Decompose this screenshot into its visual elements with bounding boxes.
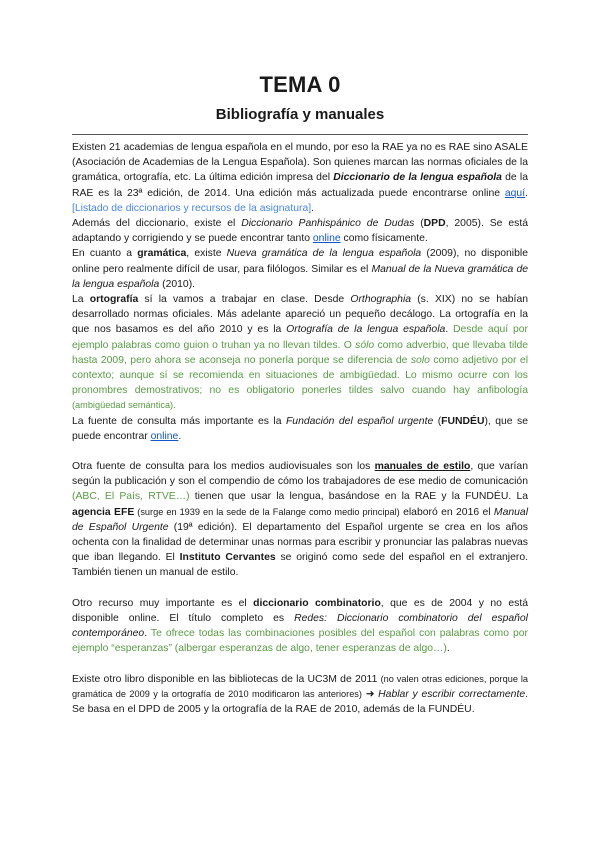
paragraph-gramatica: En cuanto a gramática, existe Nueva gramática de la lengua española (2009), no disponible online pero realmente difícil de usar, para filólogos. Similar es el Manual de la Nueva gramática de la lengua española (2010). (72, 248, 528, 290)
page-subtitle: Bibliografía y manuales (215, 106, 385, 123)
link-online-dpd[interactable]: online (312, 233, 341, 245)
resources-list-note: [Listado de diccionarios y recursos de la asignatura] (72, 202, 312, 214)
ortografia-note: Desde aquí por ejemplo palabras como guion o truhan ya no llevan tildes. O sólo como adverbio, que llevaba tilde hasta 2009, pero ahora se aconseja no ponerla porque se diferencia de solo como adjetivo por el contexto; aunque sí se recomienda en situaciones de ambigüedad. Lo mismo ocurre con los pronombres demostrativos; no es obligatorio ponerles tildes salvo cuando hay anfibología (ambigüedad semántica). (72, 324, 529, 412)
paragraph-academias: Existen 21 academias de lengua española en el mundo, por eso la RAE ya no es RAE sino ASALE (Asociación de Academias de la Lengua Española). Son quienes marcan las normas oficiales de la gramática, ortografía, etc. La última edición impresa del Diccionario de la lengua española de la RAE es la 23ª edición, de 2014. Una edición más actualizada puede encontrarse online aquí. [Listado de diccionarios y recursos de la asignatura]. (72, 142, 528, 214)
arrow-icon: ➜ (361, 688, 379, 700)
paragraph-dpd: Además del diccionario, existe el Diccionario Panhispánico de Dudas (DPD, 2005). Se está adaptando y corrigiendo y se puede encontrar tanto online como físicamente. (72, 218, 528, 245)
paragraph-uc3m: Existe otro libro disponible en las bibliotecas de la UC3M de 2011 (no valen otras ediciones, porque la gramática de 2009 y la ortografía de 2010 modificaron las anteriores) ➜ Hablar y escribir correctamente. Se basa en el DPD de 2005 y la ortografía de la RAE de 2010, además de la FUNDÉU. (72, 673, 529, 715)
paragraph-fundeu: La fuente de consulta más importante es la Fundación del español urgente (FUNDÉU), que se puede encontrar online. (72, 415, 528, 442)
document-body (72, 140, 528, 717)
paragraph-gap (72, 581, 528, 596)
paragraph-manuales-estilo: Otra fuente de consulta para los medios audiovisuales son los manuales de estilo, que varían según la publicación y son el compendio de cómo los trabajadores de ese medio de comunicación (ABC, El País, RTVE…) tienen que usar la lengua, basándose en la RAE y la FUNDÉU. La agencia EFE (surge en 1939 en la sede de la Falange como medio principal) elaboró en 2016 el Manual de Español Urgente (19ª edición). El departamento del Español urgente se crea en los años ochenta con la finalidad de determinar unas normas para escribir y pronunciar las palabras nuevas que iban llegando. El Instituto Cervantes se originó como sede del español en el extranjero. También tienen un manual de estilo. (72, 461, 529, 579)
link-online-fundeu[interactable]: online (150, 430, 179, 442)
title-divider (72, 134, 528, 135)
page-title: TEMA 0 (259, 72, 341, 97)
link-aqui[interactable]: aquí (504, 187, 526, 199)
paragraph-gap (72, 444, 528, 459)
paragraph-combinatorio: Otro recurso muy importante es el diccionario combinatorio, que es de 2004 y no está disponible online. El título completo es Redes: Diccionario combinatorio del español contemporáneo. Te ofrece todas las combinaciones posibles del español con palabras como por ejemplo “esperanzas” (albergar esperanzas de algo, tener esperanzas de algo…). (72, 597, 528, 655)
paragraph-gap (72, 657, 528, 672)
paragraph-ortografia: La ortografía sí la vamos a trabajar en clase. Desde Orthographia (s. XIX) no se habían desarrollado normas oficiales. Más adelante apareció un pequeño decálogo. La ortografía en la que nos basamos es del año 2010 y es la Ortografía de la lengua española. Desde aquí por ejemplo palabras como guion o truhan ya no llevan tildes. O sólo como adverbio, que llevaba tilde hasta 2009, pero ahora se aconseja no ponerla porque se diferencia de solo como adjetivo por el contexto; aunque sí se recomienda en situaciones de ambigüedad. Lo mismo ocurre con los pronombres demostrativos; no es obligatorio ponerles tildes salvo cuando hay anfibología (ambigüedad semántica). (72, 294, 529, 412)
